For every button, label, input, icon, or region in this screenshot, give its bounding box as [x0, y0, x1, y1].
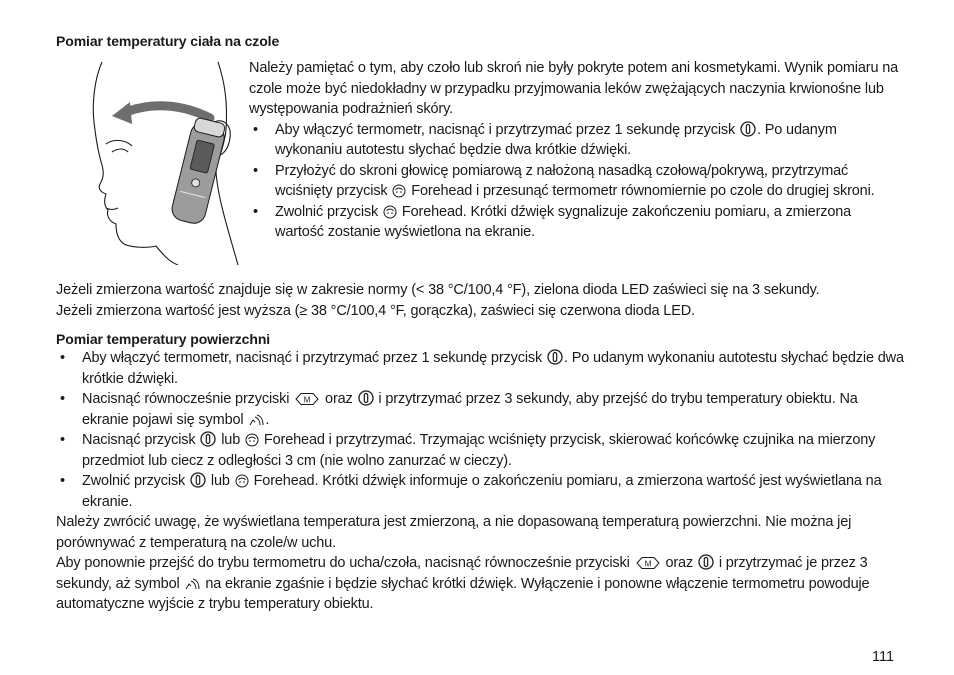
forehead-measurement-illustration [92, 60, 242, 265]
bullet: • [253, 203, 258, 220]
bullet: • [253, 162, 258, 179]
led-info [56, 280, 906, 321]
section-heading-surface: Pomiar temperatury powierzchni [56, 331, 271, 347]
power-button-icon [698, 554, 714, 570]
list-item: • Aby włączyć termometr, nacisnąć i przytrzymać przez 1 sekundę przycisk . Po udanym wykonaniu autotestu słychać będzie dwa krótkie dźwięki. [253, 121, 837, 158]
list-item: • Zwolnić przycisk Forehead. Krótki dźwięk sygnalizuje zakończeniu pomiaru, a zmierzona wartość zostanie wyświetlona na ekranie. [253, 203, 852, 240]
power-button-icon [547, 349, 563, 365]
bullet: • [60, 350, 65, 366]
list-item: • Nacisnąć przycisk lub Forehead i przytrzymać. Trzymając wciśnięty przycisk, skierować końcówkę czujnika na mierzony przedmiot lub ciecz z odległości 3 cm (nie wolno zanurzać w cieczy). [60, 432, 876, 469]
note-measured-temperature: Należy zwrócić uwagę, że wyświetlana temperatura jest zmierzoną, a nie dopasowaną temperaturą powierzchni. Nie można jej porównywać z temperaturą na czole/w uchu. [56, 514, 852, 551]
list-item: • Aby włączyć termometr, nacisnąć i przytrzymać przez 1 sekundę przycisk . Po udanym wykonaniu autotestu słychać będzie dwa krótkie dźwięki. [60, 350, 904, 387]
power-button-icon [740, 121, 756, 137]
forehead-button-icon [383, 205, 397, 219]
bullet: • [253, 121, 258, 138]
forehead-intro: Należy pamiętać o tym, aby czoło lub skroń nie były pokryte potem ani kosmetykami. Wynik pomiaru na czole może być niedokładny w przypadku przyjmowania leków zwężających naczynia krwionośne lub występowania podrażnień skóry. [249, 60, 899, 117]
list-item: • Nacisnąć równocześnie przyciski M oraz i przytrzymać przez 3 sekundy, aby przejść do trybu temperatury obiektu. Na ekranie pojawi się symbol . [60, 391, 858, 428]
mode-m-letter: M [303, 395, 311, 405]
list-item: • Przyłożyć do skroni głowicę pomiarową z nałożoną nasadką czołową/pokrywą, przytrzymać wciśnięty przycisk Forehead i przesunąć termometr równomiernie po czole do drugiej skroni. [253, 162, 875, 199]
mode-m-letter: M [644, 559, 651, 569]
forehead-button-icon [392, 184, 406, 198]
section-heading-forehead: Pomiar temperatury ciała na czole [56, 33, 280, 49]
bullet: • [60, 391, 65, 407]
power-button-icon [190, 472, 206, 488]
mode-m-button-icon [294, 392, 320, 406]
object-mode-icon [248, 413, 264, 427]
mode-m-button-icon [635, 556, 661, 570]
bullet: • [60, 473, 65, 489]
page-number: 111 [872, 649, 895, 665]
power-button-icon [358, 390, 374, 406]
note-return-mode: Aby ponownie przejść do trybu termometru do ucha/czoła, nacisnąć równocześnie przyciski M oraz i przytrzymać je przez 3 sekundy, aż symbol na ekranie zgaśnie i będzie słychać krótki dźwięk. Wyłączenie i ponowne włączenie termometru powoduje automatyczne wyjście z trybu temperatury obiektu. [56, 555, 870, 612]
forehead-instructions [249, 58, 901, 243]
forehead-steps-list [249, 120, 901, 243]
power-button-icon [200, 431, 216, 447]
fever-text: Jeżeli zmierzona wartość jest wyższa (≥ 38 °C/100,4 °F, gorączka), zaświeci się czerwona dioda LED. [56, 302, 695, 319]
surface-instructions [56, 348, 906, 615]
forehead-button-icon [235, 474, 249, 488]
normal-range-text: Jeżeli zmierzona wartość znajduje się w zakresie normy (< 38 °C/100,4 °F), zielona dioda LED zaświeci się na 3 sekundy. [56, 282, 820, 298]
object-mode-icon [184, 577, 200, 591]
surface-steps-list [56, 348, 906, 512]
bullet: • [60, 432, 65, 448]
forehead-button-icon [245, 433, 259, 447]
list-item: • Zwolnić przycisk lub Forehead. Krótki dźwięk informuje o zakończeniu pomiaru, a zmierzona wartość jest wyświetlana na ekranie. [60, 473, 882, 510]
